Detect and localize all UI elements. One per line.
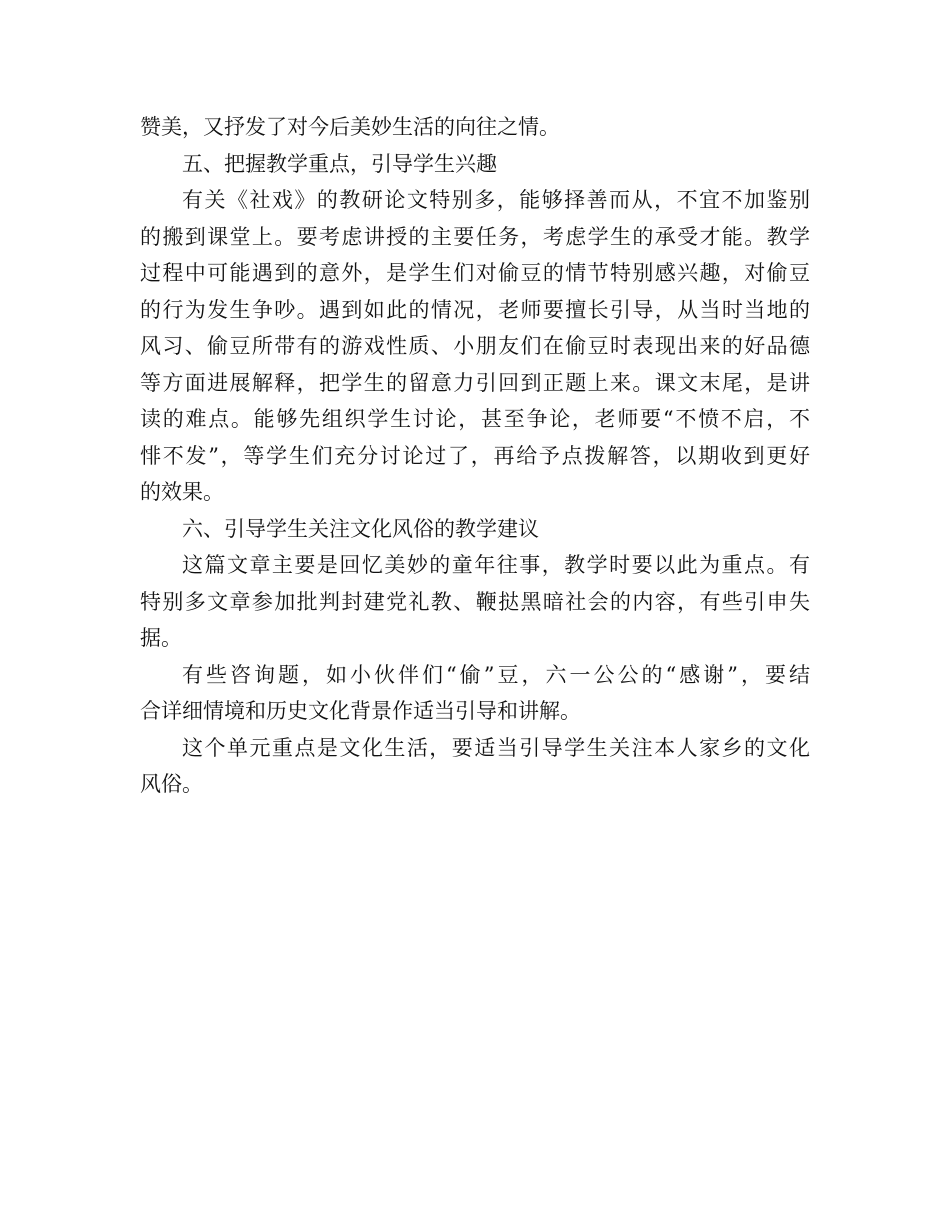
paragraph-line: 风习、偷豆所带有的游戏性质、小朋友们在偷豆时表现出来的好品德 xyxy=(140,334,810,358)
paragraph-line: 特别多文章参加批判封建党礼教、鞭挞黑暗社会的内容，有些引申失 xyxy=(140,589,810,614)
paragraph-line: 据。 xyxy=(140,626,182,650)
paragraph-line: 悱不发”，等学生们充分讨论过了，再给予点拨解答，以期收到更好 xyxy=(140,443,810,468)
paragraph-line: 等方面进展解释，把学生的留意力引回到正题上来。课文末尾，是讲 xyxy=(140,370,810,395)
section-heading: 六、引导学生关注文化风俗的教学建议 xyxy=(182,516,539,541)
paragraph-line: 合详细情境和历史文化背景作适当引导和讲解。 xyxy=(140,699,581,723)
paragraph-line: 的搬到课堂上。要考虑讲授的主要任务，考虑学生的承受才能。教学 xyxy=(140,224,810,249)
paragraph-line: 读的难点。能够先组织学生讨论，甚至争论，老师要“不愤不启，不 xyxy=(140,407,810,431)
paragraph-line: 的效果。 xyxy=(140,480,224,504)
section-heading: 五、把握教学重点，引导学生兴趣 xyxy=(182,151,497,176)
paragraph-line: 有关《社戏》的教研论文特别多，能够择善而从，不宜不加鉴别 xyxy=(182,188,810,212)
paragraph-line: 风俗。 xyxy=(140,772,203,796)
paragraph-line: 有些咨询题，如小伙伴们“偷”豆，六一公公的“感谢”，要结 xyxy=(182,662,810,687)
paragraph-line: 这个单元重点是文化生活，要适当引导学生关注本人家乡的文化 xyxy=(182,735,810,760)
paragraph-line: 这篇文章主要是回忆美妙的童年往事，教学时要以此为重点。有 xyxy=(182,553,810,577)
paragraph-line: 的行为发生争吵。遇到如此的情况，老师要擅长引导，从当时当地的 xyxy=(140,297,810,322)
document-body xyxy=(140,109,810,803)
paragraph-line: 赞美，又抒发了对今后美妙生活的向往之情。 xyxy=(140,115,560,139)
paragraph-line: 过程中可能遇到的意外，是学生们对偷豆的情节特别感兴趣，对偷豆 xyxy=(140,261,810,285)
